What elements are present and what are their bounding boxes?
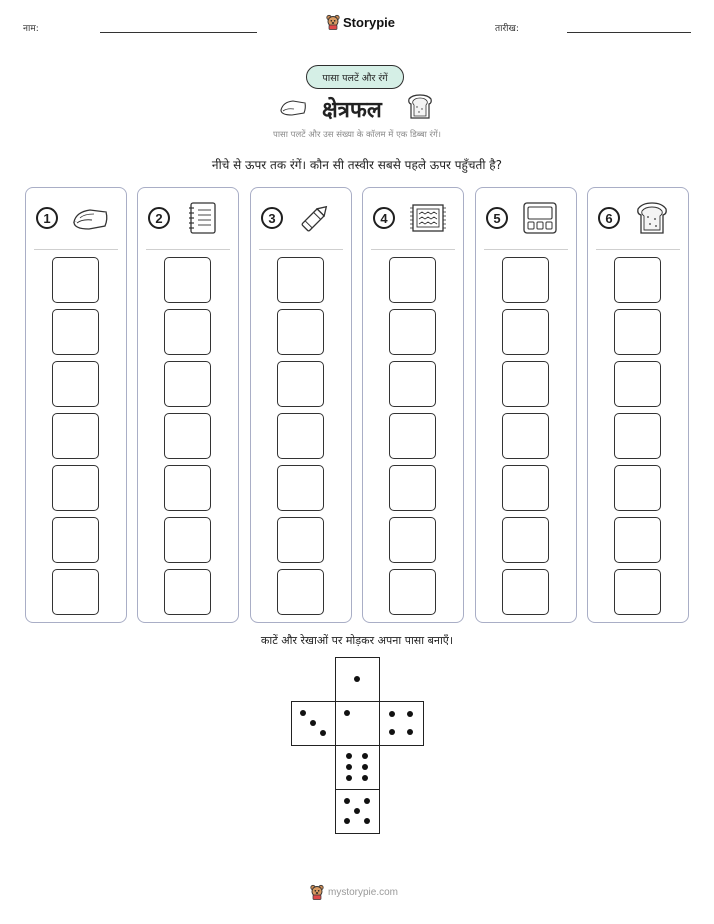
pip — [362, 775, 368, 781]
column-number: 1 — [36, 207, 58, 229]
column-5 — [475, 187, 577, 623]
color-box[interactable] — [614, 309, 661, 355]
date-field[interactable] — [567, 32, 691, 33]
column-2 — [137, 187, 239, 623]
rug-icon — [407, 200, 447, 236]
color-box[interactable] — [164, 465, 211, 511]
color-box[interactable] — [614, 569, 661, 615]
color-box[interactable] — [52, 569, 99, 615]
column-divider — [484, 249, 568, 250]
column-divider — [34, 249, 118, 250]
column-divider — [596, 249, 680, 250]
activity-badge: पासा पलटें और रंगें — [306, 65, 404, 89]
towel-icon — [70, 200, 110, 236]
pip — [344, 818, 350, 824]
pip — [346, 764, 352, 770]
color-box[interactable] — [389, 465, 436, 511]
color-box[interactable] — [389, 309, 436, 355]
die-face-5 — [335, 789, 380, 834]
color-box[interactable] — [277, 465, 324, 511]
name-field[interactable] — [100, 32, 257, 33]
name-label: नाम: — [23, 24, 39, 34]
column-4 — [362, 187, 464, 623]
color-box[interactable] — [389, 361, 436, 407]
color-box[interactable] — [389, 517, 436, 563]
die-face-1 — [335, 701, 380, 746]
box-stack — [277, 257, 325, 621]
color-box[interactable] — [164, 361, 211, 407]
column-number: 3 — [261, 207, 283, 229]
color-box[interactable] — [614, 413, 661, 459]
color-box[interactable] — [52, 517, 99, 563]
box-stack — [52, 257, 100, 621]
color-box[interactable] — [277, 517, 324, 563]
color-box[interactable] — [277, 361, 324, 407]
microwave-icon — [520, 200, 560, 236]
color-box[interactable] — [52, 257, 99, 303]
color-box[interactable] — [164, 257, 211, 303]
column-6 — [587, 187, 689, 623]
box-stack — [614, 257, 662, 621]
color-box[interactable] — [164, 309, 211, 355]
box-stack — [389, 257, 437, 621]
pip — [389, 711, 395, 717]
pip — [300, 710, 306, 716]
color-box[interactable] — [52, 465, 99, 511]
pip — [354, 808, 360, 814]
pip — [364, 798, 370, 804]
instructions: नीचे से ऊपर तक रंगें। कौन सी तस्वीर सबसे पहले ऊपर पहुँचती है? — [211, 158, 503, 172]
column-number: 5 — [486, 207, 508, 229]
column-3 — [250, 187, 352, 623]
die-face-3 — [291, 701, 336, 746]
cut-instructions: काटें और रेखाओं पर मोड़कर अपना पासा बनाएँ। — [260, 634, 454, 647]
footer-url: mystorypie.com — [328, 886, 399, 898]
color-box[interactable] — [164, 413, 211, 459]
color-box[interactable] — [614, 257, 661, 303]
bear-icon — [326, 14, 340, 30]
color-box[interactable] — [277, 309, 324, 355]
towel-icon — [278, 96, 308, 118]
toast-icon — [406, 94, 434, 120]
color-box[interactable] — [502, 517, 549, 563]
color-box[interactable] — [614, 517, 661, 563]
color-box[interactable] — [52, 309, 99, 355]
pip — [346, 753, 352, 759]
color-box[interactable] — [502, 413, 549, 459]
color-box[interactable] — [52, 413, 99, 459]
color-box[interactable] — [277, 569, 324, 615]
brand-logo — [326, 14, 395, 30]
pip — [310, 720, 316, 726]
color-box[interactable] — [389, 257, 436, 303]
pip — [362, 764, 368, 770]
subtitle: पासा पलटें और उस संख्या के कॉलम में एक डिब्बा रंगें। — [273, 130, 441, 140]
color-box[interactable] — [502, 569, 549, 615]
page-title: क्षेत्रफल — [322, 98, 382, 123]
color-box[interactable] — [277, 413, 324, 459]
column-divider — [259, 249, 343, 250]
pip — [346, 775, 352, 781]
die-face-4 — [379, 701, 424, 746]
color-box[interactable] — [52, 361, 99, 407]
column-number: 2 — [148, 207, 170, 229]
die-face-6 — [335, 745, 380, 790]
pip — [407, 711, 413, 717]
column-1 — [25, 187, 127, 623]
color-box[interactable] — [502, 257, 549, 303]
color-box[interactable] — [389, 413, 436, 459]
brand-name: Storypie — [343, 14, 396, 30]
pip — [407, 729, 413, 735]
color-box[interactable] — [614, 361, 661, 407]
bear-icon — [310, 884, 324, 900]
box-stack — [164, 257, 212, 621]
color-box[interactable] — [614, 465, 661, 511]
pip — [364, 818, 370, 824]
color-box[interactable] — [389, 569, 436, 615]
column-divider — [146, 249, 230, 250]
die-face-1 — [335, 657, 380, 702]
pip — [344, 710, 350, 716]
color-box[interactable] — [164, 517, 211, 563]
pip — [389, 729, 395, 735]
color-box[interactable] — [502, 361, 549, 407]
pip — [362, 753, 368, 759]
pip — [320, 730, 326, 736]
color-box[interactable] — [502, 309, 549, 355]
column-divider — [371, 249, 455, 250]
pip — [354, 676, 360, 682]
box-stack — [502, 257, 550, 621]
color-box[interactable] — [277, 257, 324, 303]
crayon-icon — [295, 200, 335, 236]
column-number: 4 — [373, 207, 395, 229]
color-box[interactable] — [164, 569, 211, 615]
date-label: तारीख: — [495, 24, 519, 34]
column-number: 6 — [598, 207, 620, 229]
notebook-icon — [182, 200, 222, 236]
toast-icon — [632, 200, 672, 236]
footer — [310, 884, 398, 900]
color-box[interactable] — [502, 465, 549, 511]
pip — [344, 798, 350, 804]
